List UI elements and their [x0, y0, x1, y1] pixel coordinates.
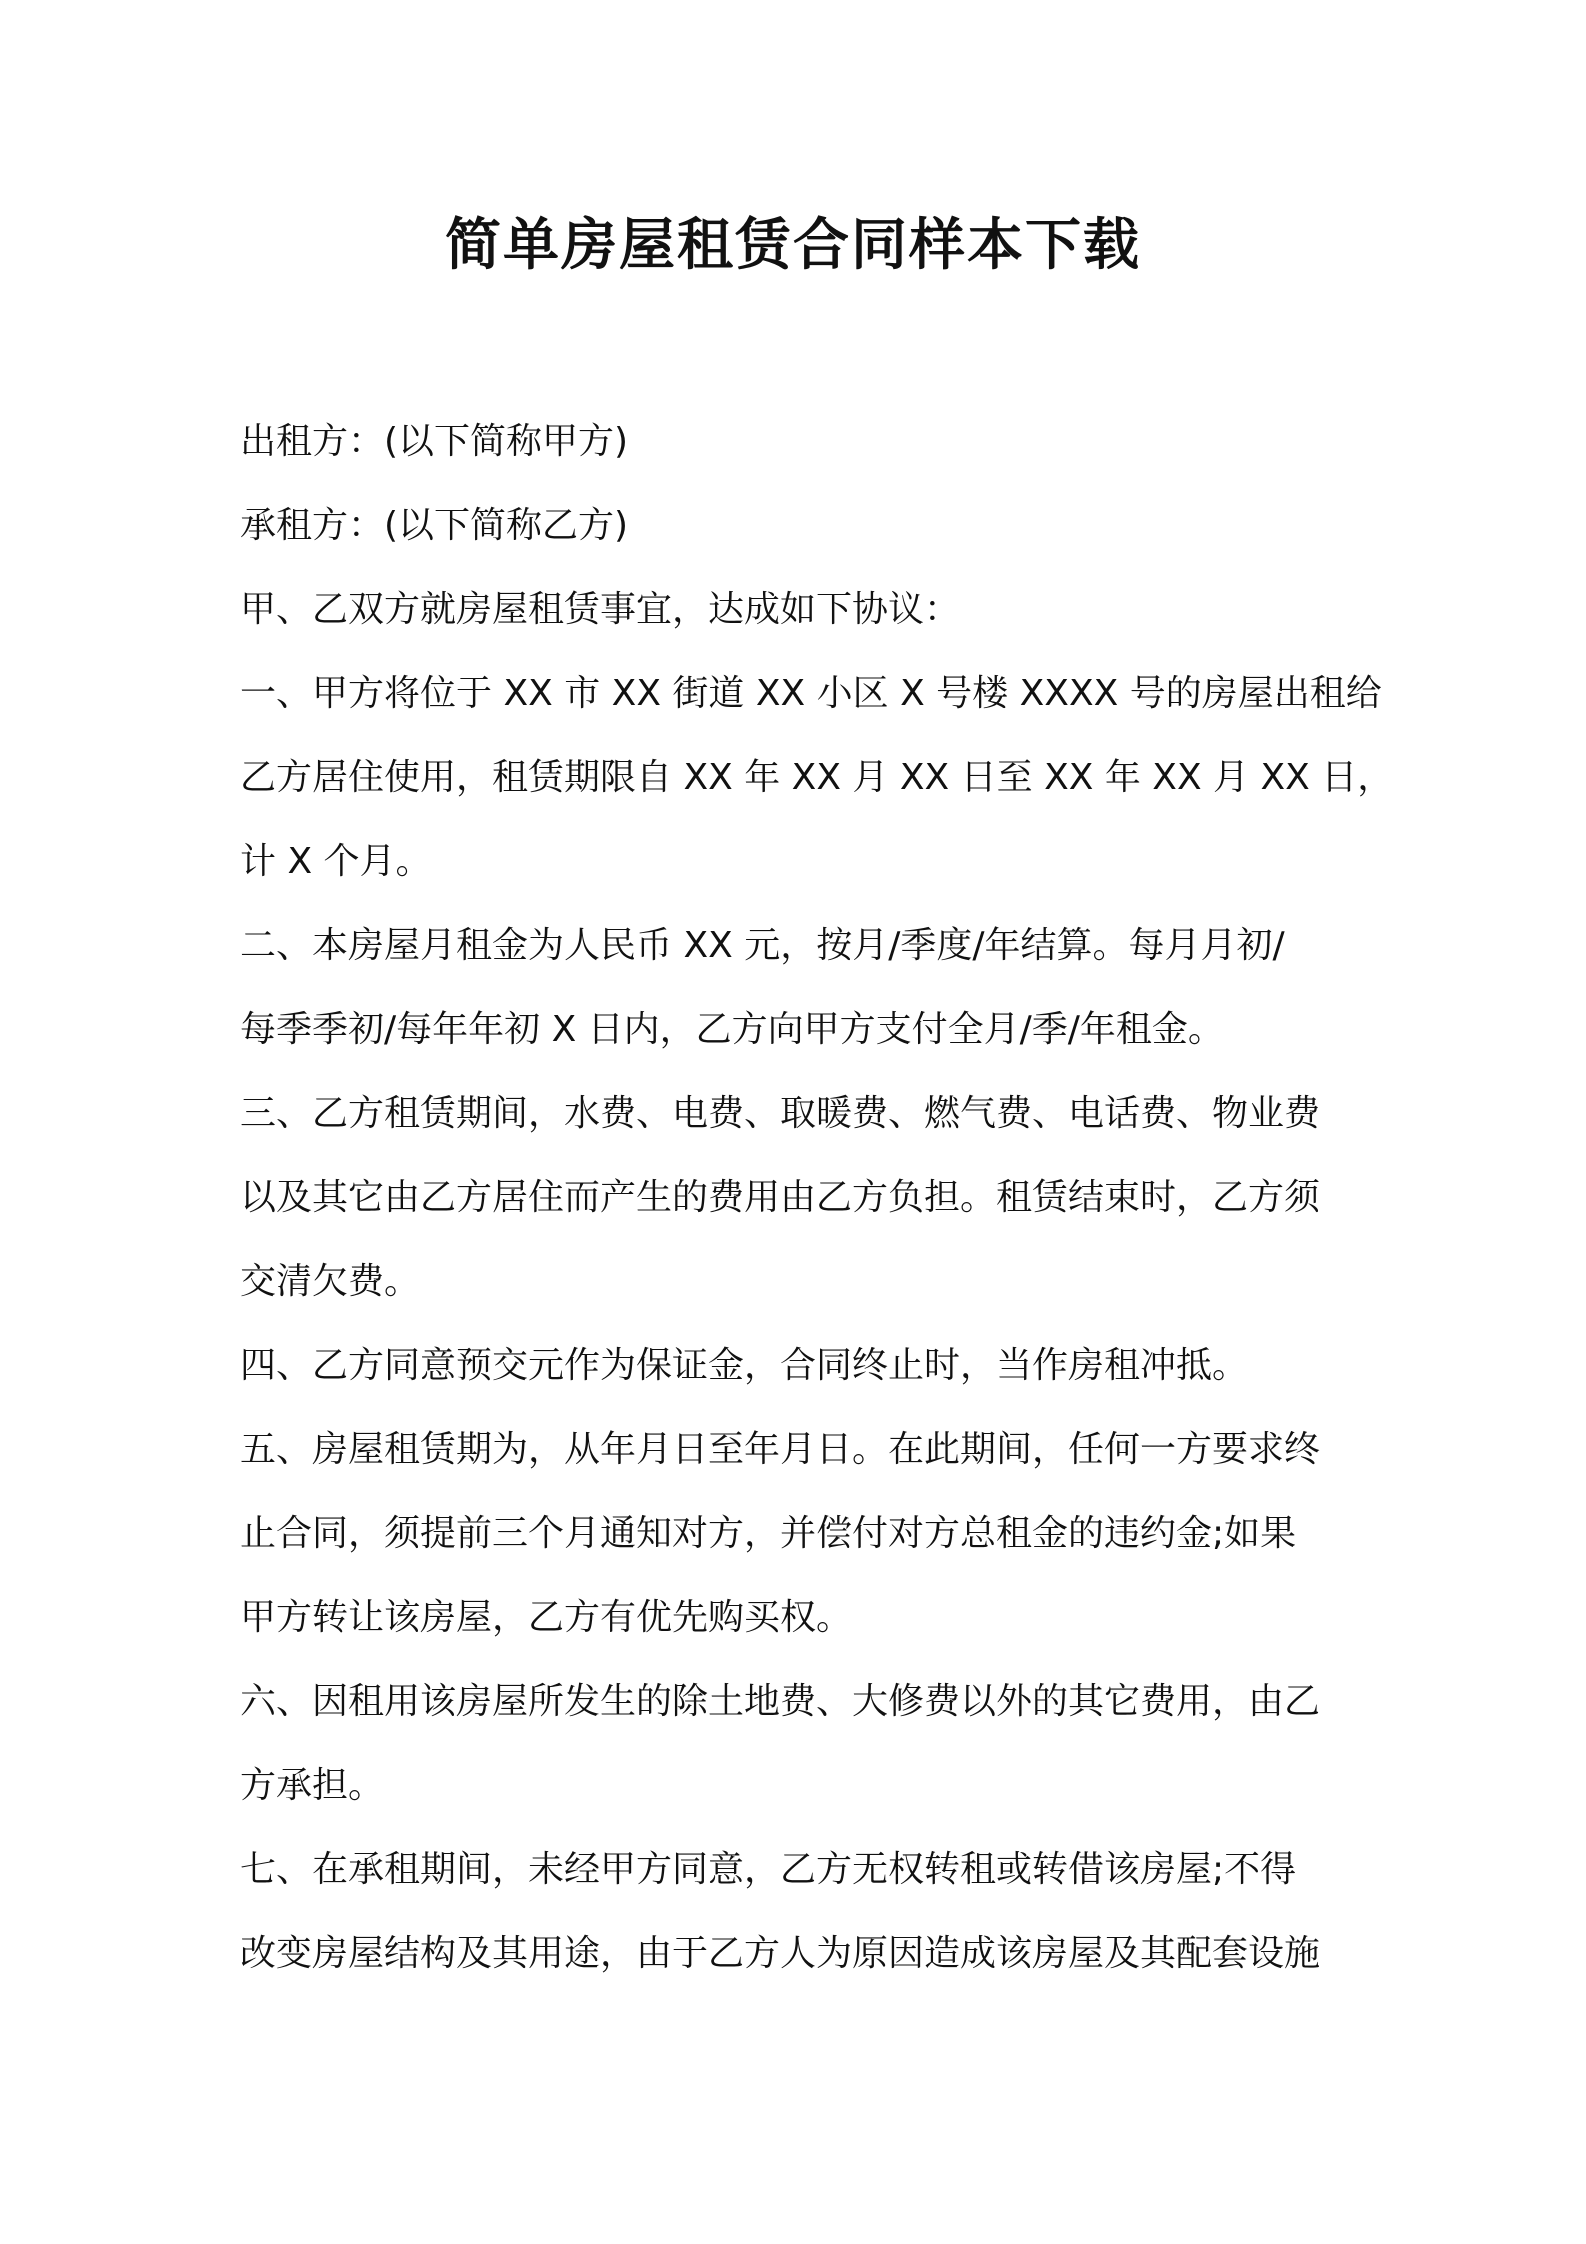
clause-5-line-2: 止合同，须提前三个月通知对方，并偿付对方总租金的违约金;如果 — [240, 1513, 1297, 1554]
party-a-line: 出租方：(以下简称甲方) — [240, 421, 629, 462]
party-b-line: 承租方：(以下简称乙方) — [240, 505, 629, 546]
clause-7-line-1: 七、在承租期间，未经甲方同意，乙方无权转租或转借该房屋;不得 — [240, 1849, 1297, 1890]
agreement-intro-line: 甲、乙双方就房屋租赁事宜，达成如下协议： — [240, 589, 961, 630]
clause-4-line-1: 四、乙方同意预交元作为保证金，合同终止时，当作房租冲抵。 — [240, 1345, 1249, 1386]
clause-7-line-2: 改变房屋结构及其用途，由于乙方人为原因造成该房屋及其配套设施 — [240, 1933, 1321, 1974]
contract-body — [240, 400, 1394, 1996]
clause-1-line-2: 乙方居住使用，租赁期限自 XX 年 XX 月 XX 日至 XX 年 XX 月 XX 日， — [240, 757, 1394, 798]
clause-1-line-1: 一、甲方将位于 XX 市 XX 街道 XX 小区 X 号楼 XXXX 号的房屋出租给 — [240, 673, 1382, 714]
clause-5-line-3: 甲方转让该房屋，乙方有优先购买权。 — [240, 1597, 853, 1638]
clause-6-line-1: 六、因租用该房屋所发生的除土地费、大修费以外的其它费用，由乙 — [240, 1681, 1321, 1722]
clause-6-line-2: 方承担。 — [240, 1765, 385, 1806]
clause-3-line-2: 以及其它由乙方居住而产生的费用由乙方负担。租赁结束时，乙方须 — [240, 1177, 1321, 1218]
clause-5-line-1: 五、房屋租赁期为，从年月日至年月日。在此期间，任何一方要求终 — [240, 1429, 1321, 1470]
clause-3-line-1: 三、乙方租赁期间，水费、电费、取暖费、燃气费、电话费、物业费 — [240, 1093, 1321, 1134]
clause-3-line-3: 交清欠费。 — [240, 1261, 421, 1302]
clause-2-line-2: 每季季初/每年年初 X 日内，乙方向甲方支付全月/季/年租金。 — [240, 1009, 1224, 1050]
clause-2-line-1: 二、本房屋月租金为人民币 XX 元，按月/季度/年结算。每月月初/ — [240, 925, 1285, 966]
clause-1-line-3: 计 X 个月。 — [240, 841, 432, 882]
document-title: 简单房屋租赁合同样本下载 — [445, 213, 1141, 278]
